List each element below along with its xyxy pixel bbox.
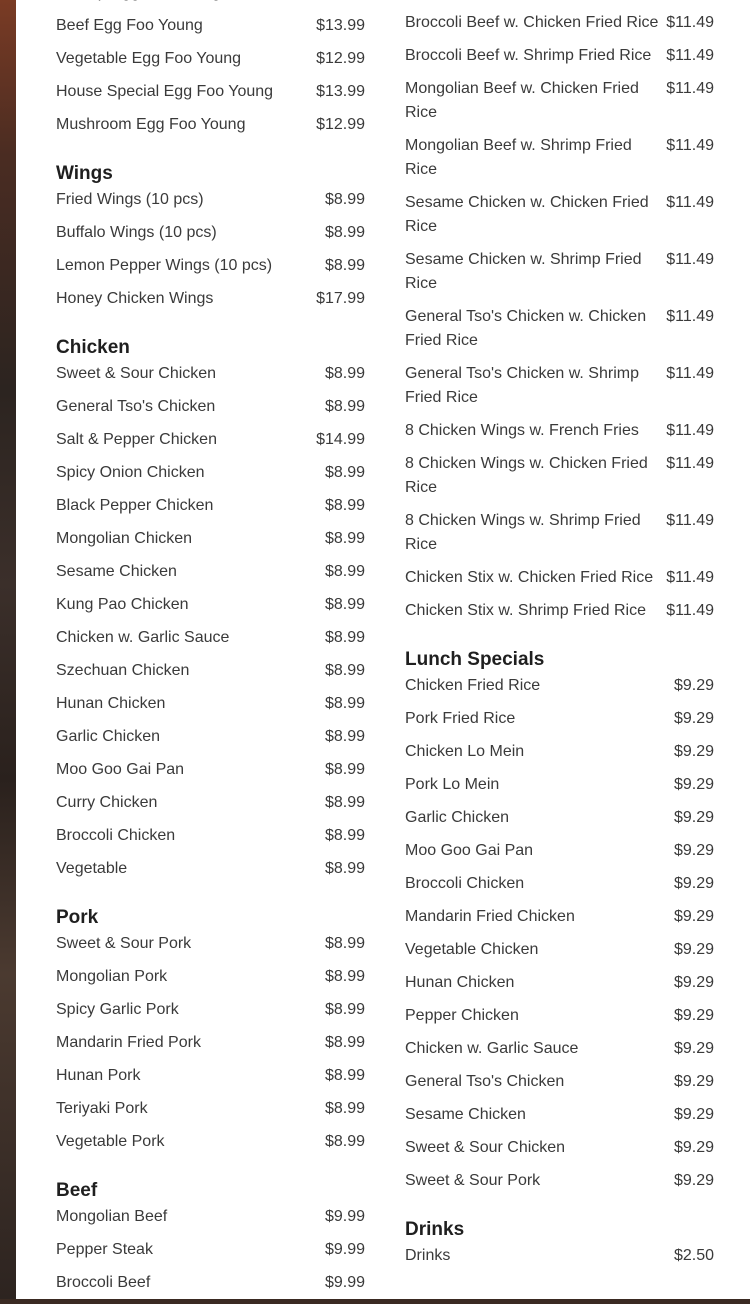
menu-item-name: Hunan Chicken: [405, 974, 515, 991]
menu-item[interactable]: [405, 44, 714, 68]
menu-item-price: $17.99: [316, 290, 365, 307]
menu-item-price: $11.49: [666, 455, 714, 472]
menu-item[interactable]: [56, 1271, 365, 1295]
menu-item-name: 8 Chicken Wings w. Chicken Fried Rice: [405, 455, 648, 496]
menu-item[interactable]: [405, 1037, 714, 1061]
menu-item[interactable]: [405, 740, 714, 764]
menu-section-wings: [56, 163, 365, 311]
menu-item[interactable]: [56, 725, 365, 749]
menu-item[interactable]: [405, 806, 714, 830]
menu-item-name: Lemon Pepper Wings (10 pcs): [56, 257, 273, 274]
menu-item[interactable]: [405, 305, 714, 353]
background-photo-strip: [0, 0, 16, 1299]
menu-item-name: Pork Lo Mein: [405, 776, 500, 793]
menu-item-price: $11.49: [666, 422, 714, 439]
menu-item-name: Broccoli Beef w. Shrimp Fried Rice: [405, 47, 652, 64]
menu-item[interactable]: [56, 965, 365, 989]
menu-item[interactable]: [56, 0, 365, 5]
menu-item-name: 8 Chicken Wings w. Shrimp Fried Rice: [405, 512, 641, 553]
menu-item-name: 8 Chicken Wings w. French Fries: [405, 422, 639, 439]
menu-item[interactable]: [56, 362, 365, 386]
menu-item-name: Vegetable: [56, 860, 128, 877]
menu-section-chicken: [56, 337, 365, 881]
menu-item-price: $11.49: [666, 308, 714, 325]
menu-item[interactable]: [56, 14, 365, 38]
menu-item-price: $9.29: [673, 1172, 714, 1189]
menu-column-right: [405, 11, 714, 1277]
section-spacer: [56, 1163, 365, 1180]
section-spacer: [56, 890, 365, 907]
menu-item[interactable]: [56, 560, 365, 584]
menu-item-price: $8.99: [324, 224, 365, 241]
menu-item[interactable]: [56, 758, 365, 782]
menu-item-price: $8.99: [324, 530, 365, 547]
section-title: Drinks: [405, 1219, 465, 1240]
menu-item-name: Honey Chicken Wings: [56, 290, 214, 307]
menu-item-name: Curry Chicken: [56, 794, 158, 811]
menu-item[interactable]: [56, 998, 365, 1022]
menu-item[interactable]: [56, 221, 365, 245]
menu-column-left: [56, 0, 365, 1304]
menu-item-price: $8.99: [324, 1133, 365, 1150]
menu-item-name: Pork Fried Rice: [405, 710, 516, 727]
menu-item-name: Mongolian Beef w. Shrimp Fried Rice: [405, 137, 632, 178]
menu-item-name: Garlic Chicken: [56, 728, 161, 745]
menu-item[interactable]: [405, 1103, 714, 1127]
menu-item-name: Buffalo Wings (10 pcs): [56, 224, 217, 241]
menu-item-name: Sesame Chicken: [56, 563, 177, 580]
menu-item-price: $8.99: [324, 398, 365, 415]
menu-item-name: Mushroom Egg Foo Young: [56, 116, 246, 133]
menu-item-price: $8.99: [324, 662, 365, 679]
menu-item-name: Teriyaki Pork: [56, 1100, 148, 1117]
menu-item-price: $11.49: [666, 251, 714, 268]
menu-item[interactable]: [405, 1004, 714, 1028]
menu-item-name: Sesame Chicken w. Shrimp Fried Rice: [405, 251, 642, 292]
menu-item[interactable]: [56, 626, 365, 650]
menu-item[interactable]: [405, 452, 714, 500]
menu-item-name: Vegetable Pork: [56, 1133, 165, 1150]
menu-item-price: $9.99: [324, 1208, 365, 1225]
menu-item-name: Chicken Fried Rice: [405, 677, 541, 694]
menu-item-name: Chicken Stix w. Shrimp Fried Rice: [405, 602, 646, 619]
menu-item-name: Garlic Chicken: [405, 809, 510, 826]
menu-item-price: $8.99: [324, 794, 365, 811]
menu-item[interactable]: [56, 932, 365, 956]
menu-item-price: $11.49: [666, 602, 714, 619]
menu-item[interactable]: [405, 191, 714, 239]
menu-item-price: $9.29: [673, 1007, 714, 1024]
section-title: Lunch Specials: [405, 649, 545, 670]
menu-item-name: General Tso's Chicken: [405, 1073, 565, 1090]
menu-item-name: Mongolian Beef w. Chicken Fried Rice: [405, 80, 639, 121]
menu-item-price: $9.29: [673, 1040, 714, 1057]
menu-item-price: $8.99: [324, 695, 365, 712]
menu-item-price: $8.99: [324, 464, 365, 481]
menu-item-name: Drinks: [405, 1247, 451, 1264]
menu-item[interactable]: [405, 1136, 714, 1160]
menu-item-price: $11.49: [666, 569, 714, 586]
menu-item[interactable]: [56, 1097, 365, 1121]
section-spacer: [405, 1202, 714, 1219]
menu-item-price: $9.29: [673, 1073, 714, 1090]
menu-item-price: $11.49: [666, 365, 714, 382]
menu-item-price: $9.99: [324, 1274, 365, 1291]
menu-item-name: House Special Egg Foo Young: [56, 83, 274, 100]
menu-item-price: $9.29: [673, 974, 714, 991]
menu-item[interactable]: [405, 11, 714, 35]
menu-item-name: Sweet & Sour Chicken: [405, 1139, 566, 1156]
menu-item-price: $8.99: [324, 935, 365, 952]
menu-item[interactable]: [405, 971, 714, 995]
menu-item-name: Sweet & Sour Chicken: [56, 365, 217, 382]
section-spacer: [56, 146, 365, 163]
menu-item-name: Broccoli Chicken: [405, 875, 525, 892]
menu-section-beef: [56, 1180, 365, 1295]
section-title: Pork: [56, 907, 99, 928]
menu-item[interactable]: [56, 494, 365, 518]
menu-item-price: $8.99: [324, 827, 365, 844]
menu-item[interactable]: [405, 773, 714, 797]
menu-item-name: Kung Pao Chicken: [56, 596, 189, 613]
menu-item-name: Sesame Chicken: [405, 1106, 526, 1123]
menu-item-price: $8.99: [324, 1100, 365, 1117]
menu-item-price: $11.49: [666, 194, 714, 211]
menu-item[interactable]: [56, 428, 365, 452]
menu-item-name: Chicken Stix w. Chicken Fried Rice: [405, 569, 654, 586]
menu-item-price: $11.49: [666, 512, 714, 529]
menu-item-price: $8.99: [324, 968, 365, 985]
menu-item[interactable]: [56, 188, 365, 212]
menu-item-price: $9.29: [673, 743, 714, 760]
section-title: Beef: [56, 1180, 98, 1201]
menu-item-price: $8.99: [324, 728, 365, 745]
menu-item-name: Mandarin Fried Pork: [56, 1034, 201, 1051]
menu-item[interactable]: [56, 1031, 365, 1055]
menu-item[interactable]: [56, 395, 365, 419]
menu-item-name: Hunan Pork: [56, 1067, 141, 1084]
menu-item-name: Moo Goo Gai Pan: [56, 761, 185, 778]
menu-item-name: Chicken w. Garlic Sauce: [405, 1040, 579, 1057]
menu-section: [405, 11, 714, 623]
menu-item[interactable]: [56, 80, 365, 104]
menu-item-price: $9.29: [673, 908, 714, 925]
menu-item-price: $9.99: [324, 1241, 365, 1258]
menu-item[interactable]: [56, 593, 365, 617]
menu-item-name: Mongolian Pork: [56, 968, 168, 985]
menu-item-name: Salt & Pepper Chicken: [56, 431, 217, 448]
menu-item-name: Sweet & Sour Pork: [405, 1172, 541, 1189]
menu-item[interactable]: [405, 509, 714, 557]
menu-item-name: Hunan Chicken: [56, 695, 166, 712]
menu-item-name: Moo Goo Gai Pan: [405, 842, 534, 859]
menu-section-lunch-specials: [405, 649, 714, 1193]
menu-item-price: $2.50: [673, 1247, 714, 1264]
menu-item-price: $8.99: [324, 1034, 365, 1051]
menu-item-name: [56, 0, 316, 5]
menu-item-price: $8.99: [324, 761, 365, 778]
menu-item[interactable]: [405, 134, 714, 182]
menu-item[interactable]: [405, 839, 714, 863]
menu-item-name: Sweet & Sour Pork: [56, 935, 192, 952]
menu-item-price: $9.29: [673, 1106, 714, 1123]
menu-item[interactable]: [405, 938, 714, 962]
menu-item[interactable]: [56, 791, 365, 815]
menu-item-price: $8.99: [324, 563, 365, 580]
menu-item-price: $11.49: [666, 137, 714, 154]
menu-item-name: Fried Wings (10 pcs): [56, 191, 204, 208]
section-title: Chicken: [56, 337, 130, 358]
menu-section-drinks: [405, 1219, 714, 1268]
menu-item-price: $12.99: [316, 50, 365, 67]
menu-item-price: $9.29: [673, 842, 714, 859]
menu-item-price: $8.99: [324, 365, 365, 382]
menu-item-name: Sesame Chicken w. Chicken Fried Rice: [405, 194, 649, 235]
menu-item[interactable]: [405, 872, 714, 896]
menu-item-price: $14.99: [316, 431, 365, 448]
menu-item-name: Black Pepper Chicken: [56, 497, 214, 514]
section-spacer: [405, 632, 714, 649]
menu-item[interactable]: [56, 113, 365, 137]
menu-item-name: General Tso's Chicken w. Shrimp Fried Rice: [405, 365, 639, 406]
menu-item-name: Broccoli Beef w. Chicken Fried Rice: [405, 14, 659, 31]
menu-item-price: $11.49: [666, 14, 714, 31]
menu-item[interactable]: [405, 77, 714, 125]
menu-item-name: Broccoli Chicken: [56, 827, 176, 844]
menu-item-name: Vegetable Chicken: [405, 941, 539, 958]
section-spacer: [56, 320, 365, 337]
menu-item[interactable]: [405, 1169, 714, 1193]
menu-section-pork: [56, 907, 365, 1154]
menu-item-price: $8.99: [324, 860, 365, 877]
menu-item-price: $8.99: [324, 191, 365, 208]
menu-item-price: [316, 0, 365, 5]
menu-item-name: Szechuan Chicken: [56, 662, 190, 679]
menu-item[interactable]: [56, 254, 365, 278]
menu-item-name: Broccoli Beef: [56, 1274, 151, 1291]
menu-item[interactable]: [56, 1064, 365, 1088]
menu-item-name: Vegetable Egg Foo Young: [56, 50, 242, 67]
section-title: Wings: [56, 163, 113, 184]
menu-item[interactable]: [56, 1238, 365, 1262]
menu-item[interactable]: [56, 824, 365, 848]
menu-item-name: Pepper Chicken: [405, 1007, 519, 1024]
menu-item-price: $11.49: [666, 47, 714, 64]
menu-item[interactable]: [56, 1130, 365, 1154]
menu-item-price: $9.29: [673, 677, 714, 694]
menu-item[interactable]: [405, 674, 714, 698]
menu-section: [56, 0, 365, 137]
menu-item-name: Mongolian Beef: [56, 1208, 168, 1225]
menu-item[interactable]: [56, 659, 365, 683]
menu-item-name: General Tso's Chicken: [56, 398, 216, 415]
menu-item[interactable]: [405, 905, 714, 929]
menu-item-price: $8.99: [324, 629, 365, 646]
menu-item-price: $13.99: [316, 83, 365, 100]
menu-item[interactable]: [405, 599, 714, 623]
menu-item[interactable]: [56, 47, 365, 71]
menu-item-price: $11.49: [666, 80, 714, 97]
menu-item-price: $9.29: [673, 710, 714, 727]
menu-item-price: $9.29: [673, 941, 714, 958]
menu-item-price: $8.99: [324, 596, 365, 613]
menu-item[interactable]: [56, 527, 365, 551]
menu-panel: [16, 0, 750, 1299]
menu-item-price: $13.99: [316, 17, 365, 34]
menu-item-price: $8.99: [324, 1067, 365, 1084]
menu-item-name: Beef Egg Foo Young: [56, 17, 203, 34]
menu-item[interactable]: [56, 692, 365, 716]
menu-item[interactable]: [56, 461, 365, 485]
menu-item-price: $12.99: [316, 116, 365, 133]
menu-item-price: $8.99: [324, 497, 365, 514]
menu-item-price: $9.29: [673, 1139, 714, 1156]
menu-item-price: $8.99: [324, 257, 365, 274]
menu-item[interactable]: [405, 1244, 714, 1268]
menu-item[interactable]: [405, 362, 714, 410]
menu-item[interactable]: [405, 707, 714, 731]
menu-item-name: Chicken Lo Mein: [405, 743, 525, 760]
menu-item[interactable]: [405, 1070, 714, 1094]
menu-item-name: Spicy Garlic Pork: [56, 1001, 179, 1018]
menu-item[interactable]: [56, 1205, 365, 1229]
menu-item-price: $8.99: [324, 1001, 365, 1018]
menu-item[interactable]: [56, 857, 365, 881]
menu-item-name: Chicken w. Garlic Sauce: [56, 629, 230, 646]
menu-item-name: General Tso's Chicken w. Chicken Fried Rice: [405, 308, 647, 349]
menu-item-name: Mandarin Fried Chicken: [405, 908, 575, 925]
menu-item[interactable]: [405, 248, 714, 296]
menu-item-price: $9.29: [673, 875, 714, 892]
menu-item-name: Pepper Steak: [56, 1241, 153, 1258]
menu-item[interactable]: [405, 419, 714, 443]
menu-item[interactable]: [405, 566, 714, 590]
menu-item[interactable]: [56, 287, 365, 311]
menu-item-price: $9.29: [673, 809, 714, 826]
menu-item-name: Spicy Onion Chicken: [56, 464, 205, 481]
menu-item-price: $9.29: [673, 776, 714, 793]
menu-item-name: Mongolian Chicken: [56, 530, 193, 547]
